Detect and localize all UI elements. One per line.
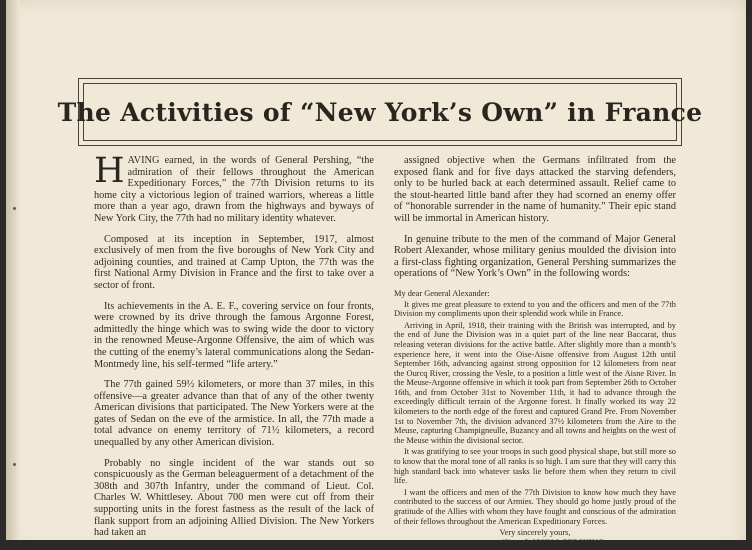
right-column: [394, 155, 676, 547]
letter-closing: Very sincerely yours,: [499, 528, 571, 538]
background-band: [0, 540, 752, 550]
paragraph: Its achievements in the A. E. F., covering service on four fronts, were crowned by its drive through the famous Argonne Forest, admittedly the hinge which was to swing wide the door to victory in the renowned Meuse-Argonne Offensive, the aim of which was the cutting of the enemy’s lateral communications along the Sedan-Montmedy line, his self-termed “life artery.”: [94, 300, 374, 370]
pershing-letter: [394, 289, 676, 547]
drop-cap: H: [94, 151, 125, 191]
title-frame: [57, 83, 703, 141]
letter-paragraph: It gives me great pleasure to extend to you and the officers and men of the 77th Division my compliments upon their splendid work while in France.: [394, 299, 676, 319]
paragraph: Composed at its inception in September, 1917, almost exclusively of men from the five boroughs of New York City and adjoining counties, and trained at Camp Upton, the 77th was the first National Army Division in France and the first to take over a sector of front.: [94, 233, 374, 291]
book-page: [6, 0, 746, 548]
paragraph: Probably no single incident of the war stands out so conspicuously as the German beleaguerment of a detachment of the 308th and 307th Infantry, under the command of Lieut. Col. Charles W. Whittlesey. About 700 men were cut off from their supporting units in the forest fastness as the result of the lack of flank support from an adjoining Allied Division. The New Yorkers had taken an: [94, 457, 374, 539]
binding-hole: [13, 207, 16, 210]
letter-paragraph: I want the officers and men of the 77th Division to know how much they have contributed to the success of our Armies. They should go home justly proud of the gratitude of the Allies with whom they have fought and conscious of the admiration of their fellows throughout the American Expeditionary Forces.: [394, 487, 676, 526]
intro-paragraph: [94, 151, 374, 225]
intro-text: AVING earned, in the words of General Pershing, “the admiration of their fellows throughout the American Expeditionary Forces,” the 77th Division returns to its home city a victorious legion of trained warriors, whereas a little more than a year ago, drawn from the highways and byways of New York City, the 77th had no military identity whatever.: [94, 155, 374, 224]
left-column: [94, 151, 374, 548]
letter-paragraph: It was gratifying to see your troops in such good physical shape, but still more so to know that the moral tone of all ranks is so high. I am sure that they will carry this high standard back into whatever tasks lie before them when they return to civil life.: [394, 447, 676, 486]
letter-paragraph: Arriving in April, 1918, their training with the British was interrupted, and by the end of June the Division was in a quiet part of the line near Baccarat, thus releasing veteran divisions for the active battle. After slightly more than a month’s experience here, it went into the Oise-Aisne offensive from August 12th until September 16th, advancing against strong opposition for 12 kilometers from near the Ourcq River, crossing the Vesle, to a position a little west of the Aisne River. In the Meuse-Argonne offensive in which it took part from September 26th to October 16th, and from October 31st to November 11th, it had to advance through the exceedingly difficult terrain of the Argonne forest. It finally worked its way 22 kilometers to the north edge of the forest and captured Grand Pre. From November 1st to November 7th, the division advanced 37½ kilometers from the Aire to the Meuse, capturing Champigneulle, Buzancy and all towns and heights on the west of the Meuse within the divisional sector.: [394, 320, 676, 445]
binding-hole: [13, 463, 16, 466]
paragraph: In genuine tribute to the men of the command of Major General Robert Alexander, whose military genius moulded the division into a first-class fighting organization, General Pershing summarizes the operations of “New York’s Own” in the following words:: [394, 233, 676, 280]
paragraph: assigned objective when the Germans infiltrated from the exposed flank and for five days attacked the starving defenders, only to be hurled back at each determined assault. Relief came to the stout-hearted little band after they had scorned an enemy offer of “honorable surrender in the name of humanity.” Their epic stand will be immortal in American history.: [394, 155, 676, 224]
page-title: The Activities of “New York’s Own” in France: [57, 97, 703, 127]
letter-salutation: My dear General Alexander:: [394, 288, 490, 298]
paragraph: The 77th gained 59½ kilometers, or more than 37 miles, in this offensive—a greater advance than that of any of the other twenty American divisions that participated. The New Yorkers were at the gates of Sedan on the eve of the armistice. In all, the 77th made a total advance on enemy territory of 71½ kilometers, a record unequalled by any other American division.: [94, 379, 374, 449]
